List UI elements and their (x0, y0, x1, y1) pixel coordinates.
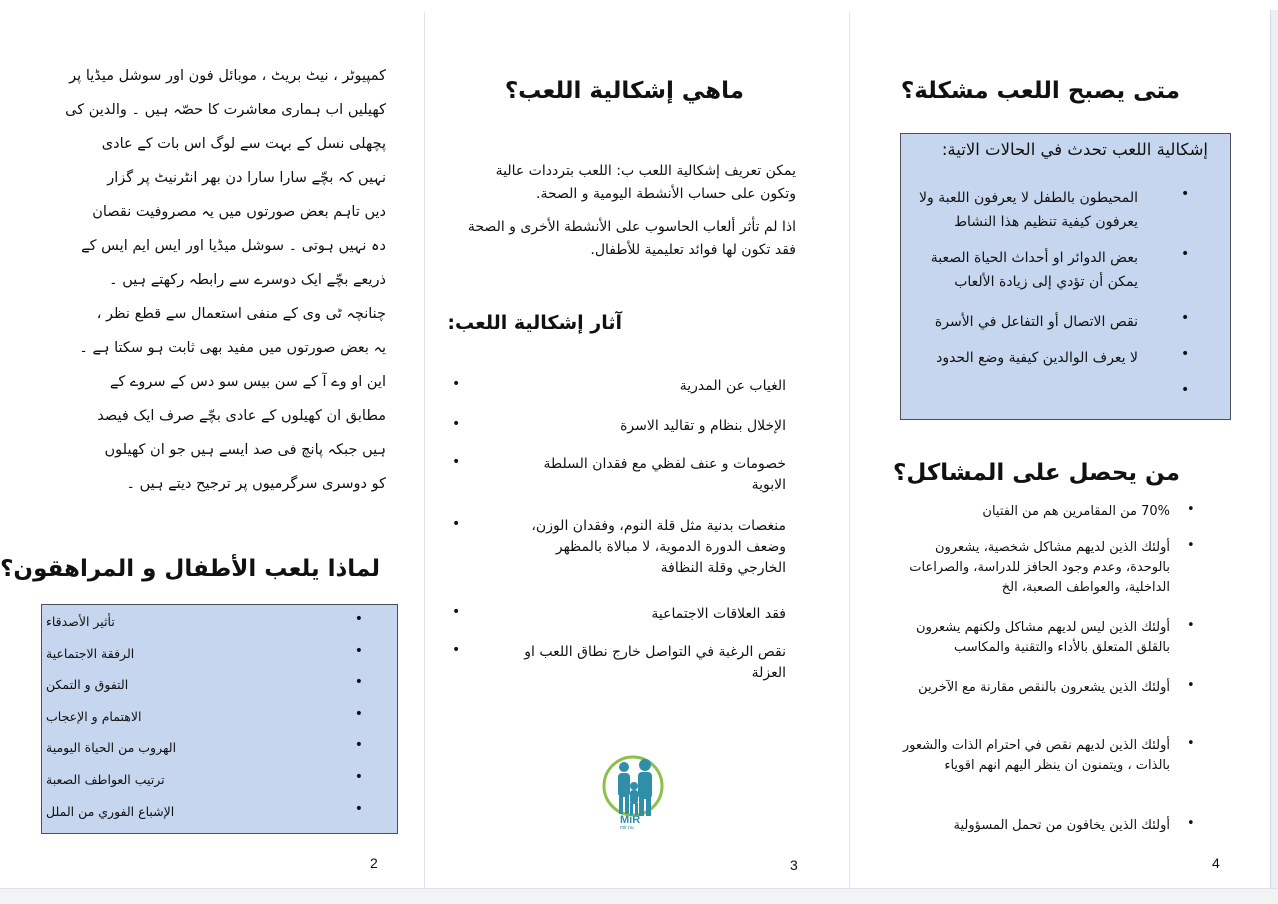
conditions-item-text: لا يعرف الوالدين كيفية وضع الحدود (936, 350, 1138, 366)
urdu-line: یہ بعض صورتوں میں مفید بھی ثابت ہو سکتا ہے ۔ (79, 340, 386, 356)
page-number: 4 (1212, 855, 1220, 871)
why-play-item (42, 801, 397, 825)
urdu-paragraph (30, 68, 386, 508)
bullet-icon: • (354, 642, 363, 659)
urdu-line: کو دوسری سرگرمیوں پر ترجیح دیتے ہیں ۔ (126, 476, 386, 492)
bullet-icon: • (354, 737, 363, 754)
who-gets-problems-title: من يحصل على المشاكل؟ (893, 460, 1180, 486)
second-paragraph: اذا لم تأثر ألعاب الحاسوب على الأنشطة الأخرى و الصحة فقد تكون لها فوائد تعليمية للأطفال. (467, 219, 796, 258)
mir-logo (600, 752, 666, 832)
bullet-icon: • (452, 454, 461, 470)
definition-paragraph: يمكن تعريف إشكالية اللعب ب: اللعب بترددات عالية وتكون على حساب الأنشطة اليومية و الصحة. (495, 163, 796, 202)
bullet-icon: • (452, 516, 461, 532)
problem-definition-title: ماهي إشكالية اللعب؟ (504, 78, 744, 104)
logo-text: MiR (620, 814, 641, 826)
conditions-item (901, 346, 1230, 370)
bullet-icon: • (1187, 538, 1195, 553)
why-play-item (42, 643, 397, 667)
effects-item (452, 642, 786, 684)
urdu-line: کھیلیں اب ہماری معاشرت کا حصّہ ہیں ۔ والدین کی (65, 102, 386, 118)
bullet-icon: • (1187, 618, 1195, 633)
why-play-item-text: الاهتمام و الإعجاب (46, 708, 142, 724)
who-item (900, 678, 1200, 698)
effects-item (452, 454, 786, 496)
urdu-line: مطابق ان کھیلوں کے عادی بچّے صرف ایک فیصد (97, 408, 386, 424)
who-item (900, 538, 1200, 598)
urdu-line: پچھلی نسل کے بہت سے لوگ اس بات کے عادی (101, 136, 386, 152)
urdu-line: دیں تاہم بعض صورتوں میں یہ مصروفیت نقصان (92, 204, 386, 220)
effects-title: آثار إشكالية اللعب: (447, 312, 622, 334)
who-item-text: أولئك الذين يخافون من تحمل المسؤولية (953, 818, 1170, 833)
who-item (900, 618, 1200, 658)
bullet-icon: • (1187, 502, 1195, 517)
urdu-line: ذریعے بچّے ایک دوسرے سے رابطہ رکھتے ہیں ۔ (109, 272, 386, 288)
when-problem-title: متى يصبح اللعب مشكلة؟ (900, 78, 1180, 104)
bullet-icon: • (452, 376, 461, 392)
why-play-item-text: تأثير الأصدقاء (46, 614, 115, 629)
why-play-item (42, 737, 397, 761)
bullet-icon: • (452, 642, 461, 658)
conditions-heading: إشكالية اللعب تحدث في الحالات الاتية: (941, 140, 1208, 159)
bullet-icon: • (1187, 816, 1195, 831)
conditions-item-text: نقص الاتصال أو التفاعل في الأسرة (934, 314, 1138, 330)
bullet-icon: • (1181, 382, 1190, 398)
who-item (900, 502, 1200, 522)
why-play-item (42, 674, 397, 698)
effects-item-text: فقد العلاقات الاجتماعية (651, 606, 786, 622)
why-play-title: لماذا يلعب الأطفال و المراهقون؟ (0, 556, 380, 582)
who-item-text: أولئك الذين لديهم مشاكل شخصية، يشعرون بالوحدة، وعدم وجود الحافز للدراسة، والصراعات الداخلية، والعواطف الصعبة، الخ (909, 540, 1170, 595)
logo-subtext: mir.nu (620, 825, 634, 831)
who-item (900, 736, 1200, 776)
bullet-icon: • (354, 611, 363, 627)
effects-item-text: الغياب عن المدرية (679, 378, 786, 394)
conditions-item (901, 246, 1230, 294)
urdu-line: نہیں کہ بچّے سارا سارا دن بھر انٹرنیٹ پر گزار (107, 170, 386, 186)
effects-item (452, 604, 786, 625)
bullet-icon: • (354, 674, 363, 691)
bullet-icon: • (354, 769, 363, 785)
conditions-item (901, 310, 1230, 334)
effects-item-text: نقص الرغبة في التواصل خارج نطاق اللعب او العزلة (524, 644, 786, 681)
page-number: 2 (370, 855, 378, 871)
why-play-item-text: ترتيب العواطف الصعبة (46, 772, 165, 787)
why-play-item (42, 706, 397, 730)
column-divider-left (424, 12, 425, 890)
urdu-line: چنانچہ ٹی وی کے منفی استعمال سے قطع نظر ، (96, 306, 386, 322)
effects-item-text: خصومات و عنف لفظي مع فقدان السلطة الابوية (543, 456, 786, 493)
bullet-icon: • (1187, 678, 1195, 693)
conditions-item-text: المحيطون بالطفل لا يعرفون اللعبة ولا يعرفون كيفية تنظيم هذا النشاط (919, 190, 1138, 230)
conditions-box (900, 133, 1231, 420)
effects-item-text: الإخلال بنظام و تقاليد الاسرة (620, 418, 786, 434)
effects-item (452, 376, 786, 397)
effects-item-text: منغصات بدنية مثل قلة النوم، وفقدان الوزن، وضعف الدورة الدموية، لا مبالاة بالمظهر الخارجي وقلة النظافة (531, 518, 786, 576)
why-play-item (42, 611, 397, 635)
why-play-item-text: الإشباع الفوري من الملل (46, 803, 175, 819)
why-play-box (41, 604, 398, 834)
urdu-line: این او وے آ کے سن بیس سو دس کے سروے کے (109, 374, 386, 390)
why-play-item-text: التفوق و التمكن (46, 677, 129, 693)
column-divider-right (849, 12, 850, 890)
why-play-item (42, 769, 397, 793)
bullet-icon: • (1181, 346, 1190, 362)
who-item-text: أولئك الذين ليس لديهم مشاكل ولكنهم يشعرون بالقلق المتعلق بالأداء والتقنية والمكاسب (916, 620, 1170, 655)
conditions-item (901, 186, 1230, 234)
bullet-icon: • (1181, 186, 1190, 202)
bullet-icon: • (354, 705, 363, 722)
page-edge-bottom (0, 888, 1278, 904)
urdu-line: ہیں جبکہ پانچ فی صد ایسے ہیں جو ان کھیلوں (104, 442, 386, 458)
effects-item (452, 516, 786, 579)
bullet-icon: • (452, 416, 461, 432)
why-play-item-text: الهروب من الحياة اليومية (46, 740, 177, 756)
urdu-line: دہ نہیں ہوتی ۔ سوشل میڈیا اور ایس ایم ایس کے (81, 238, 386, 254)
urdu-line: کمپیوٹر ، نیٹ بریٹ ، موبائل فون اور سوشل میڈیا پر (69, 68, 386, 84)
conditions-item-text: بعض الدوائر او أحداث الحياة الصعبة يمكن أن تؤدي إلى زيادة الألعاب (930, 250, 1138, 290)
why-play-item-text: الرفقة الاجتماعية (46, 645, 135, 661)
bullet-icon: • (452, 604, 461, 620)
bullet-icon: • (354, 800, 363, 817)
bullet-icon: • (1181, 246, 1190, 262)
effects-item (452, 416, 786, 437)
who-item-text: 70% من المقامرين هم من الفتيان (982, 504, 1170, 519)
bullet-icon: • (1187, 736, 1195, 751)
who-item (900, 816, 1200, 836)
bullet-icon: • (1181, 310, 1190, 326)
page-edge-right (1270, 10, 1278, 890)
who-item-text: أولئك الذين يشعرون بالنقص مقارنة مع الآخرين (918, 680, 1170, 695)
page-number: 3 (790, 857, 798, 873)
definition-section (466, 160, 796, 262)
who-item-text: أولئك الذين لديهم نقص في احترام الذات والشعور بالذات ، ويتمنون ان ينظر اليهم انهم اقوياء (902, 738, 1170, 773)
